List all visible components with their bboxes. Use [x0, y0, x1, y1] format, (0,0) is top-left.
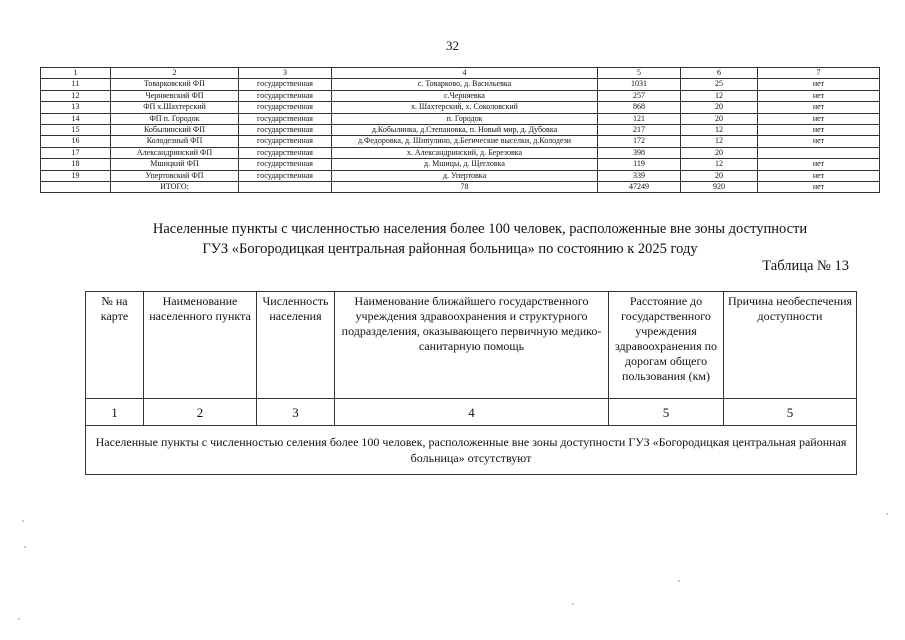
population: 121: [598, 113, 681, 124]
scan-speck: [22, 520, 24, 522]
total-empty-cell: [239, 182, 332, 193]
header-distance: Расстояние до государственного учреждения здравоохранения по дорогам общего пользования (км): [609, 292, 724, 399]
population: 119: [598, 159, 681, 170]
facilities-row: [41, 113, 880, 124]
facilities-header-row: [41, 68, 880, 79]
row-number: 16: [41, 136, 111, 147]
distance: 20: [681, 147, 758, 158]
ownership: государственная: [239, 113, 332, 124]
settlements: д. Мшицы, д. Щегловка: [332, 159, 598, 170]
row-number: 19: [41, 170, 111, 181]
column-number: 5: [724, 399, 857, 426]
population: 1031: [598, 79, 681, 90]
distance: 25: [681, 79, 758, 90]
column-number: 5: [609, 399, 724, 426]
total-label: ИТОГО:: [111, 182, 239, 193]
header-population: Численность населения: [257, 292, 335, 399]
row-number: 14: [41, 113, 111, 124]
column-number: 2: [144, 399, 257, 426]
ownership: государственная: [239, 170, 332, 181]
status: нет: [758, 170, 880, 181]
scan-speck: [678, 580, 680, 582]
facility-name: ФП п. Городок: [111, 113, 239, 124]
header-cell: 4: [332, 68, 598, 79]
page-number: 32: [446, 38, 459, 53]
status: нет: [758, 113, 880, 124]
ownership: государственная: [239, 147, 332, 158]
column-number: 1: [86, 399, 144, 426]
facility-name: Упертовский ФП: [111, 170, 239, 181]
facility-name: Товарковский ФП: [111, 79, 239, 90]
population: 339: [598, 170, 681, 181]
section-heading-line-1: Населенные пункты с численностью населения более 100 человек, расположенные вне зоны доступности: [152, 221, 808, 237]
facilities-row: [41, 90, 880, 101]
settlements: с.Черняевка: [332, 90, 598, 101]
facility-name: Кобылинский ФП: [111, 125, 239, 136]
facility-name: Александринский ФП: [111, 147, 239, 158]
settlements: х. Александринский, д. Березовка: [332, 147, 598, 158]
header-cell: 3: [239, 68, 332, 79]
header-cell: 5: [598, 68, 681, 79]
header-cell: 1: [41, 68, 111, 79]
status: нет: [758, 125, 880, 136]
status: нет: [758, 79, 880, 90]
header-cell: 7: [758, 68, 880, 79]
facilities-row: [41, 159, 880, 170]
row-number: 18: [41, 159, 111, 170]
header-cell: 6: [681, 68, 758, 79]
header-reason: Причина необеспечения доступности: [724, 292, 857, 399]
scan-speck: [18, 618, 20, 620]
row-number: 12: [41, 90, 111, 101]
table-13-note-row: [86, 426, 857, 475]
facility-name: Черняевский ФП: [111, 90, 239, 101]
status: нет: [758, 159, 880, 170]
population: 868: [598, 102, 681, 113]
settlements: п. Городок: [332, 113, 598, 124]
distance: 12: [681, 125, 758, 136]
table-label: Таблица № 13: [762, 258, 849, 274]
facilities-table: [40, 67, 880, 193]
total-count: 78: [332, 182, 598, 193]
status: нет: [758, 136, 880, 147]
ownership: государственная: [239, 125, 332, 136]
distance: 20: [681, 170, 758, 181]
facility-name: Мшицкий ФП: [111, 159, 239, 170]
status: нет: [758, 102, 880, 113]
status: нет: [758, 90, 880, 101]
header-nearest-facility: Наименование ближайшего государственного учреждения здравоохранения и структурного подразделения, оказывающего первичную медико-санитарную помощь: [335, 292, 609, 399]
total-empty-cell: [41, 182, 111, 193]
scan-speck: [572, 603, 574, 605]
population: 398: [598, 147, 681, 158]
column-number: 3: [257, 399, 335, 426]
table-13-note: Населенные пункты с численностью селения более 100 человек, расположенные вне зоны доступности ГУЗ «Богородицкая центральная районная больница» отсутствуют: [86, 426, 857, 475]
settlements: х. Шахтерский, х. Соколовский: [332, 102, 598, 113]
distance: 12: [681, 159, 758, 170]
facilities-total-row: [41, 182, 880, 193]
settlements: с. Товарково, д. Васильевка: [332, 79, 598, 90]
settlements: д.Кобылинка, д.Степановка, п. Новый мир, д. Дубовка: [332, 125, 598, 136]
total-population: 47249: [598, 182, 681, 193]
settlements: д.Федоровка, д. Шипулино, д.Бегические выселки, д.Колодези: [332, 136, 598, 147]
ownership: государственная: [239, 102, 332, 113]
table-13: [85, 291, 857, 475]
facilities-row: [41, 79, 880, 90]
section-heading-line-2: ГУЗ «Богородицкая центральная районная больница» по состоянию к 2025 году: [202, 241, 698, 257]
row-number: 11: [41, 79, 111, 90]
column-number: 4: [335, 399, 609, 426]
facilities-row: [41, 102, 880, 113]
status: [758, 147, 880, 158]
total-distance: 920: [681, 182, 758, 193]
row-number: 17: [41, 147, 111, 158]
ownership: государственная: [239, 159, 332, 170]
distance: 20: [681, 102, 758, 113]
scan-speck: [886, 513, 888, 515]
facility-name: ФП х.Шахтерский: [111, 102, 239, 113]
table-13-number-row: [86, 399, 857, 426]
total-status: нет: [758, 182, 880, 193]
population: 172: [598, 136, 681, 147]
facility-name: Колодезный ФП: [111, 136, 239, 147]
row-number: 13: [41, 102, 111, 113]
ownership: государственная: [239, 79, 332, 90]
distance: 12: [681, 90, 758, 101]
settlements: д. Упертовка: [332, 170, 598, 181]
population: 257: [598, 90, 681, 101]
distance: 12: [681, 136, 758, 147]
ownership: государственная: [239, 90, 332, 101]
population: 217: [598, 125, 681, 136]
facilities-row: [41, 136, 880, 147]
row-number: 15: [41, 125, 111, 136]
facilities-table-body: [41, 68, 880, 193]
scan-speck: [24, 546, 26, 548]
table-13-header-row: [86, 292, 857, 399]
facilities-row: [41, 147, 880, 158]
facilities-row: [41, 125, 880, 136]
header-cell: 2: [111, 68, 239, 79]
facilities-row: [41, 170, 880, 181]
distance: 20: [681, 113, 758, 124]
header-map-number: № на карте: [86, 292, 144, 399]
header-settlement-name: Наименование населенного пункта: [144, 292, 257, 399]
ownership: государственная: [239, 136, 332, 147]
